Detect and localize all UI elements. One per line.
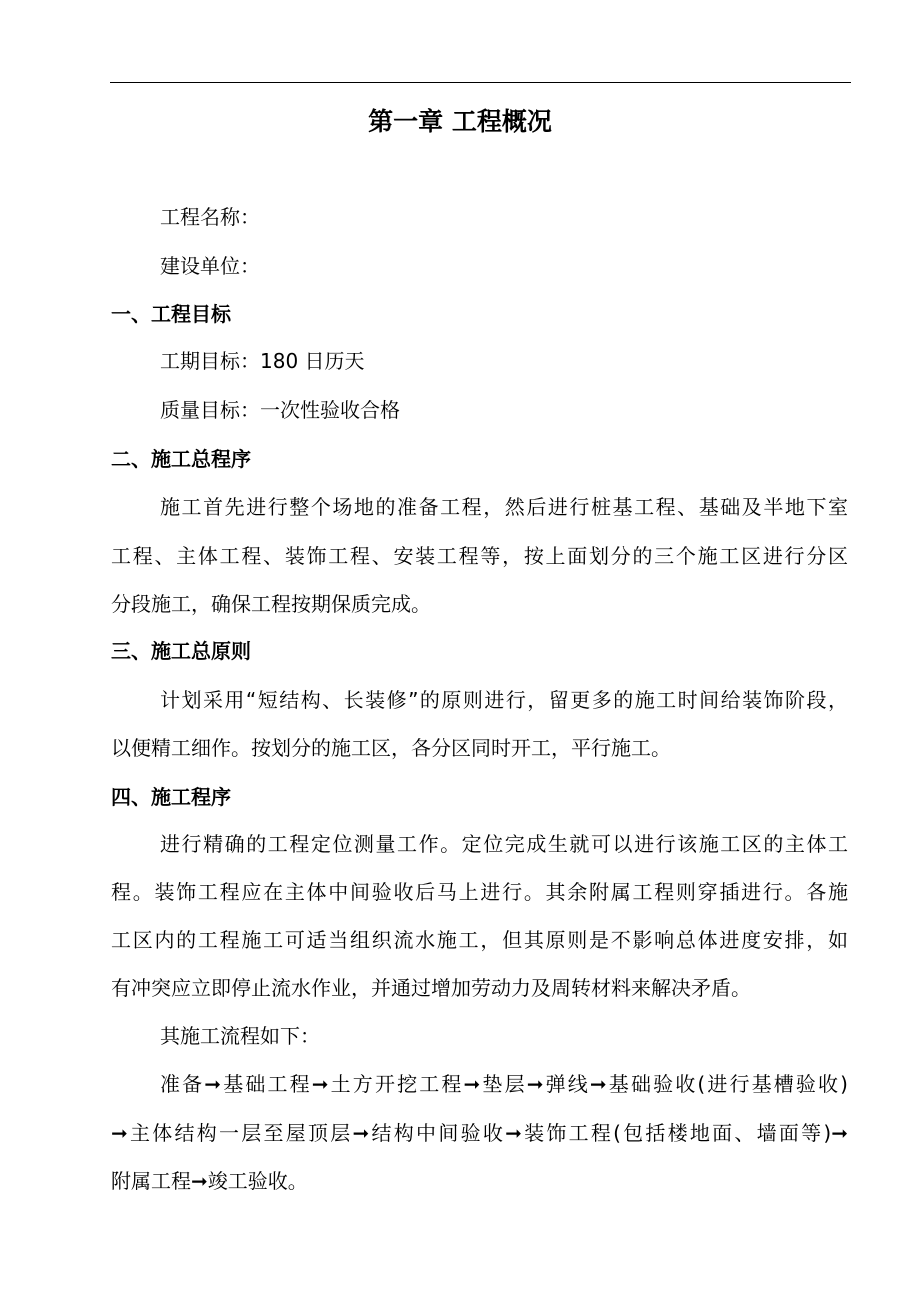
flow-line: 附属工程➞竣工验收。 [111,1169,308,1193]
project-name-label: 工程名称： [160,205,260,229]
section-heading: 三、施工总原则 [111,639,251,663]
section-heading: 一、工程目标 [111,302,231,326]
paragraph-line: 工程、主体工程、装饰工程、安装工程等，按上面划分的三个施工区进行分区 [111,544,848,568]
quality-target: 质量目标：一次性验收合格 [160,398,400,422]
header-rule [110,82,851,83]
chapter-title: 第一章 工程概况 [368,107,552,136]
section-heading: 四、施工程序 [111,785,231,809]
paragraph-line: 工区内的工程施工可适当组织流水施工，但其原则是不影响总体进度安排，如 [111,928,848,952]
flow-line: 准备➞基础工程➞土方开挖工程➞垫层➞弹线➞基础验收(进行基槽验收) [160,1072,848,1096]
section-heading: 二、施工总程序 [111,447,251,471]
builder-label: 建设单位： [160,254,260,278]
paragraph-line: 进行精确的工程定位测量工作。定位完成生就可以进行该施工区的主体工 [160,832,848,856]
paragraph-line: 以便精工细作。按划分的施工区，各分区同时开工，平行施工。 [111,736,671,760]
flow-intro: 其施工流程如下： [160,1024,320,1048]
paragraph-line: 计划采用“短结构、长装修”的原则进行，留更多的施工时间给装饰阶段， [160,688,848,712]
paragraph-line: 分段施工，确保工程按期保质完成。 [111,592,431,616]
paragraph-line: 施工首先进行整个场地的准备工程，然后进行桩基工程、基础及半地下室 [160,495,848,519]
flow-line: ➞主体结构一层至屋顶层➞结构中间验收➞装饰工程(包括楼地面、墙面等)➞ [111,1121,848,1145]
paragraph-line: 有冲突应立即停止流水作业，并通过增加劳动力及周转材料来解决矛盾。 [111,976,751,1000]
paragraph-line: 程。装饰工程应在主体中间验收后马上进行。其余附属工程则穿插进行。各施 [111,880,848,904]
schedule-target: 工期目标：180 日历天 [160,349,365,373]
